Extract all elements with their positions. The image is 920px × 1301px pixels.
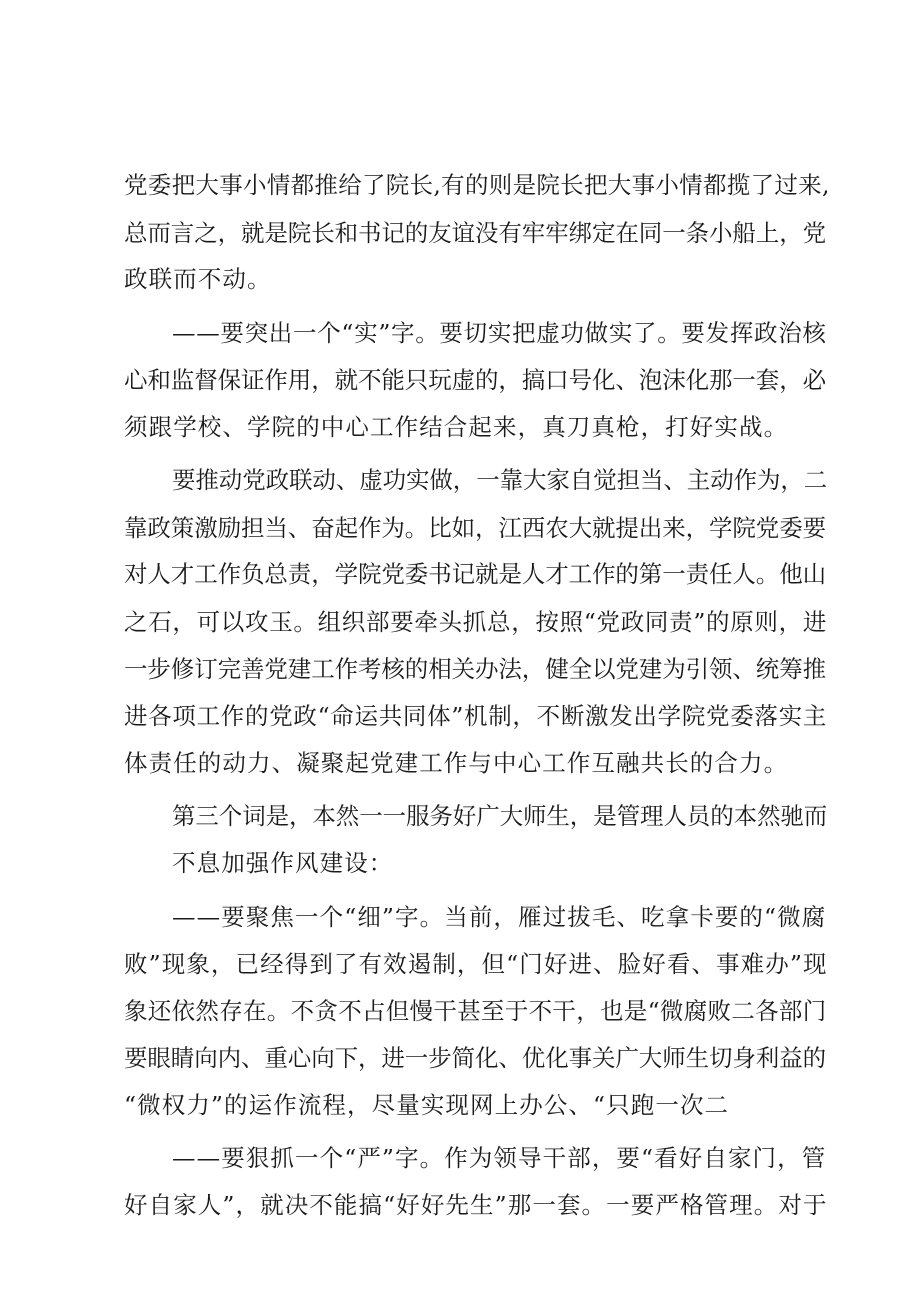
text-line-16: ——要聚焦一个“细”字。当前，雁过拔毛、吃拿卡要的“微腐 [172,903,827,931]
text-line-12: 进各项工作的党政“命运共同体”机制，不断激发出学院党委落实主 [124,702,828,730]
text-line-19: 要眼睛向内、重心向下，进一步简化、优化事关广大师生切身利益的 [124,1044,826,1072]
text-line-21: ——要狠抓一个“严”字。作为领导干部，要“看好自家门，管 [172,1144,827,1172]
text-line-1: 党委把大事小情都推给了院长,有的则是院长把大事小情都揽了过来, [124,171,830,199]
text-line-10: 之石，可以攻玉。组织部要牵头抓总，按照“党政同责”的原则，进 [124,608,828,636]
text-line-7: 要推动党政联动、虚功实做，一靠大家自觉担当、主动作为，二 [172,466,828,494]
text-line-5: 心和监督保证作用，就不能只玩虚的，搞口号化、泡沫化那一套，必 [124,366,826,394]
text-line-20: “微权力”的运作流程，尽量实现网上办公、“只跑一次二 [124,1091,730,1119]
text-line-14: 第三个词是，本然一一服务好广大师生，是管理人员的本然驰而 [172,802,828,830]
text-line-17: 败”现象，已经得到了有效遏制，但“门好进、脸好看、事难办”现 [124,950,828,978]
text-line-6: 须跟学校、学院的中心工作结合起来，真刀真枪，打好实战。 [124,413,789,441]
text-line-3: 政联而不动。 [124,265,272,293]
text-line-18: 象还依然存在。不贪不占但慢干甚至于不干，也是“微腐败二各部门 [124,997,827,1025]
text-line-22: 好自家人”，就决不能搞“好好先生”那一套。一要严格管理。对于 [124,1191,828,1219]
text-line-8: 靠政策激励担当、奋起作为。比如，江西农大就提出来，学院党委要 [124,514,826,542]
text-line-11: 一步修订完善党建工作考核的相关办法，健全以党建为引领、统筹推 [124,655,826,683]
text-line-9: 对人才工作负总责，学院党委书记就是人才工作的第一责任人。他山 [124,560,826,588]
text-line-2: 总而言之，就是院长和书记的友谊没有牢牢绑定在同一条小船上，党 [124,219,826,247]
text-line-13: 体责任的动力、凝聚起党建工作与中心工作互融共长的合力。 [124,749,789,777]
text-line-15: 不息加强作风建设： [172,849,394,877]
text-line-4: ——要突出一个“实”字。要切实把虚功做实了。要发挥政治核 [172,319,827,347]
